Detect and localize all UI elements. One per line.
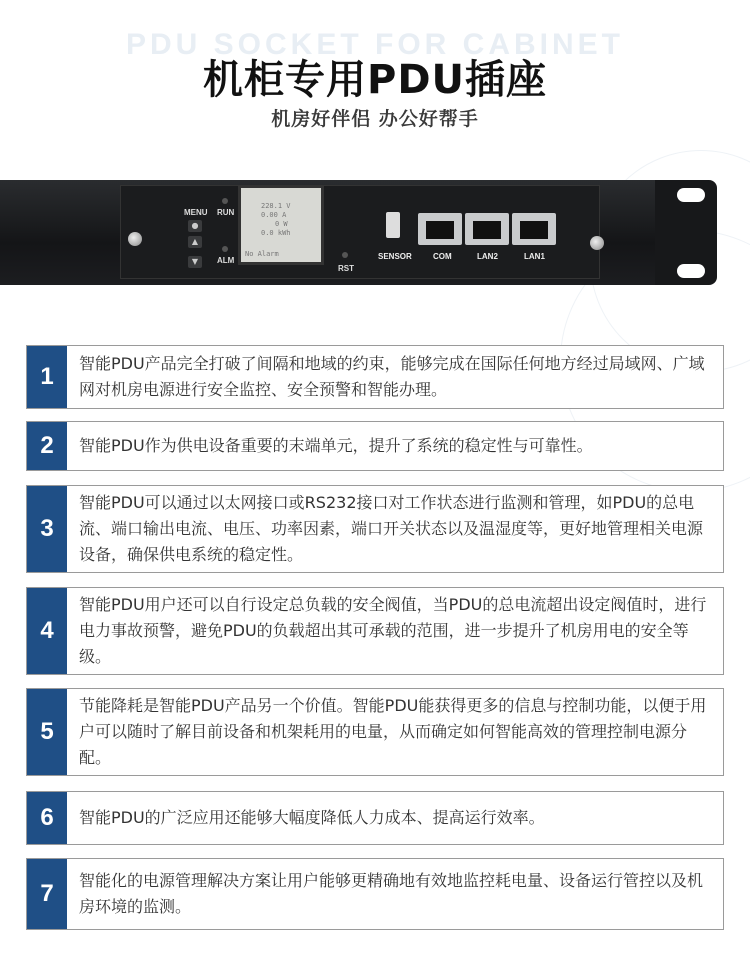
feature-number: 1: [27, 346, 67, 408]
rst-label: RST: [338, 264, 354, 273]
lan1-port: [512, 213, 556, 245]
lcd-status: No Alarm: [245, 250, 279, 258]
lcd-energy: 0.0 kWh: [261, 229, 291, 237]
feature-text: 智能PDU产品完全打破了间隔和地域的约束，能够完成在国际任何地方经过局域网、广域网对机房电源进行安全监控、安全预警和智能办理。: [79, 354, 705, 399]
feature-text: 智能PDU用户还可以自行设定总负载的安全阀值，当PDU的总电流超出设定阀值时，进行电力事故预警，避免PDU的负载超出其可承载的范围，进一步提升了机房用电的安全等级。: [79, 595, 707, 666]
sensor-port: [386, 212, 400, 238]
screw-icon: [590, 236, 604, 250]
run-led-icon: [222, 198, 228, 204]
reset-button[interactable]: [342, 252, 348, 258]
alarm-led-icon: [222, 246, 228, 252]
feature-number: 5: [27, 689, 67, 775]
alm-label: ALM: [217, 256, 235, 265]
lan1-label: LAN1: [524, 252, 545, 261]
feature-number: 6: [27, 792, 67, 844]
menu-label: MENU: [184, 208, 208, 217]
rack-ear: [655, 180, 717, 285]
feature-text: 智能PDU作为供电设备重要的末端单元，提升了系统的稳定性与可靠性。: [79, 436, 593, 455]
feature-item-1: [26, 345, 724, 409]
down-arrow-button[interactable]: ▼: [188, 256, 202, 268]
lan2-port: [465, 213, 509, 245]
lcd-screen: [238, 185, 324, 265]
lcd-power: 0 W: [275, 220, 288, 228]
com-label: COM: [433, 252, 452, 261]
feature-item-7: [26, 858, 724, 930]
lcd-current: 0.00 A: [261, 211, 287, 219]
lan2-label: LAN2: [477, 252, 498, 261]
feature-item-3: [26, 485, 724, 573]
feature-item-6: [26, 791, 724, 845]
page-subtitle: 机房好伴侣 办公好帮手: [271, 108, 479, 130]
feature-text: 智能PDU可以通过以太网接口或RS232接口对工作状态进行监测和管理，如PDU的总电流、端口输出电流、电压、功率因素，端口开关状态以及温湿度等，更好地管理相关电源设备，确保供电系统的稳定性。: [79, 493, 704, 564]
feature-item-5: [26, 688, 724, 776]
feature-item-2: [26, 421, 724, 471]
feature-text: 智能化的电源管理解决方案让用户能够更精确地有效地监控耗电量、设备运行管控以及机房环境的监测。: [79, 871, 704, 916]
sensor-label: SENSOR: [378, 252, 412, 261]
feature-text: 节能降耗是智能PDU产品另一个价值。智能PDU能获得更多的信息与控制功能，以便于用户可以随时了解目前设备和机架耗用的电量，从而确定如何智能高效的管理控制电源分配。: [79, 696, 707, 767]
com-port: [418, 213, 462, 245]
feature-number: 7: [27, 859, 67, 929]
feature-number: 2: [27, 422, 67, 470]
background-title: PDU SOCKET FOR CABINET: [125, 28, 624, 61]
mount-slot: [677, 264, 705, 278]
page-title: 机柜专用PDU插座: [203, 57, 547, 103]
up-arrow-button[interactable]: ▲: [188, 236, 202, 248]
lcd-voltage: 228.1 V: [261, 202, 291, 210]
feature-item-4: [26, 587, 724, 675]
feature-number: 4: [27, 588, 67, 674]
pdu-device-image: [0, 180, 720, 285]
screw-icon: [128, 232, 142, 246]
run-label: RUN: [217, 208, 235, 217]
feature-text: 智能PDU的广泛应用还能够大幅度降低人力成本、提高运行效率。: [79, 808, 545, 827]
menu-button[interactable]: ●: [188, 220, 202, 232]
feature-number: 3: [27, 486, 67, 572]
mount-slot: [677, 188, 705, 202]
